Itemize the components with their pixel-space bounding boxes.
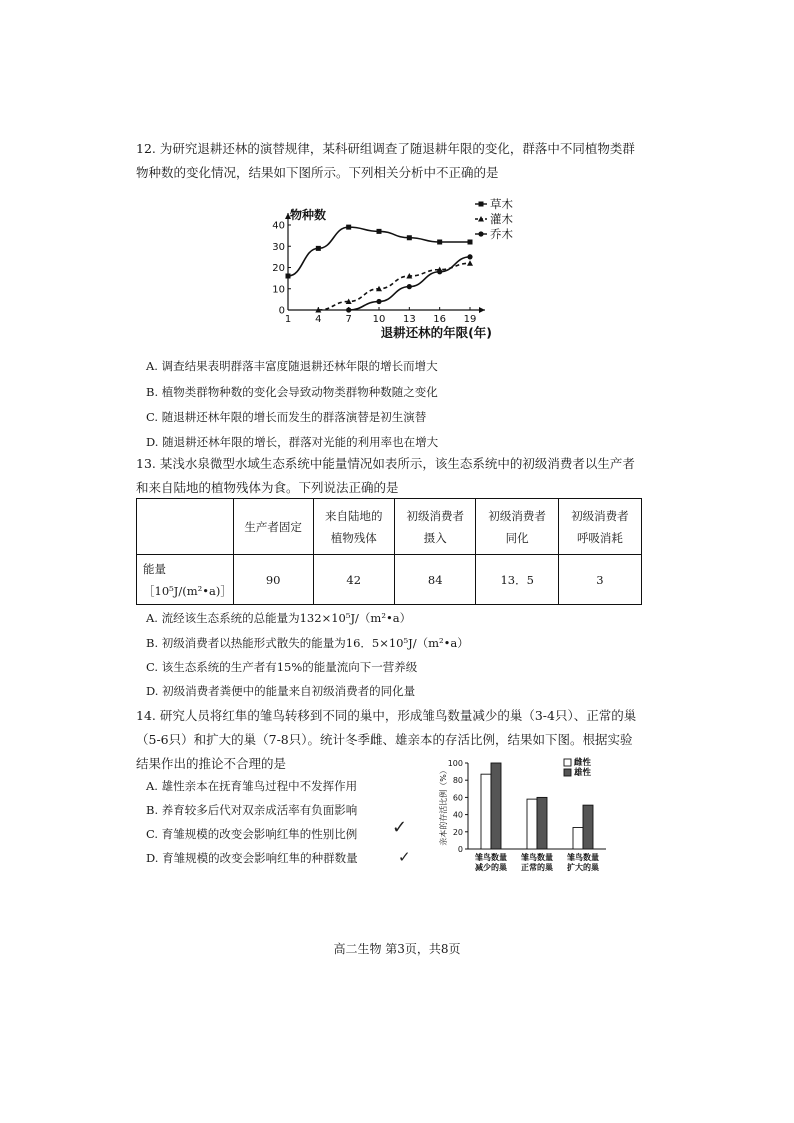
y-tick-label: 0 (278, 305, 285, 317)
q13-option-b: B. 初级消费者以热能形式散失的能量为16．5×10⁵J/（m²•a） (146, 636, 469, 650)
data-point (479, 202, 484, 207)
x-tick-label: 4 (315, 314, 322, 325)
survival-bar-chart (436, 755, 626, 880)
data-point (286, 274, 291, 279)
q13-option-d: D. 初级消费者粪便中的能量来自初级消费者的同化量 (146, 684, 416, 698)
handwritten-check-mark: ✓ (392, 817, 408, 838)
data-point (346, 307, 351, 312)
bar (491, 763, 501, 849)
table-cell: 84 (394, 555, 475, 605)
y-tick-label: 40 (452, 810, 463, 820)
bar (573, 828, 583, 850)
legend-label: 乔木 (490, 227, 513, 241)
table-header-row (137, 499, 642, 555)
q12-stem-line2: 物种数的变化情况，结果如下图所示。下列相关分析中不正确的是 (136, 165, 499, 180)
q12-option-b: B. 植物类群物种数的变化会导致动物类群物种数随之变化 (146, 385, 438, 399)
page-footer: 高二生物 第3页，共8页 (333, 942, 461, 956)
q14-stem-line3: 结果作出的推论不合理的是 (136, 756, 287, 771)
table-header-empty (137, 499, 234, 555)
x-axis-title: 退耕还林的年限(年) (380, 325, 492, 340)
table-cell: 13．5 (476, 555, 558, 605)
y-tick-label: 10 (272, 284, 285, 296)
q14-option-a: A. 雄性亲本在抚育雏鸟过程中不发挥作用 (146, 779, 358, 793)
q14-stem-line1: 14. 研究人员将红隼的雏鸟转移到不同的巢中，形成雏鸟数量减少的巢（3-4只）、正常的巢 (136, 708, 637, 723)
q13-option-c: C. 该生态系统的生产者有15%的能量流向下一营养级 (146, 660, 418, 674)
bar (537, 797, 547, 849)
table-header-cell: 初级消费者 呼吸消耗 (558, 499, 641, 555)
table-cell: 42 (313, 555, 394, 605)
q14-option-d: D. 育雏规模的改变会影响红隼的种群数量 (146, 851, 358, 865)
x-tick-label: 13 (402, 314, 416, 325)
series-line (288, 227, 470, 276)
table-header-cell: 生产者固定 (233, 499, 313, 555)
y-tick-label: 80 (452, 776, 463, 786)
legend-swatch (564, 769, 571, 776)
x-tick-label: 减少的巢 (475, 863, 507, 872)
q13-stem-line2: 和来自陆地的植物残体为食。下列说法正确的是 (136, 480, 399, 495)
bar (527, 799, 537, 849)
y-tick-label: 30 (272, 241, 285, 253)
q12-option-c: C. 随退耕还林年限的增长而发生的群落演替是初生演替 (146, 410, 427, 424)
table-header-cell: 初级消费者 摄入 (394, 499, 475, 555)
x-tick-label: 10 (372, 314, 386, 325)
table-header-cell: 初级消费者 同化 (476, 499, 558, 555)
data-point (377, 229, 382, 234)
data-point (478, 231, 483, 236)
x-tick-label: 雏鸟数量 (475, 853, 507, 862)
legend-label: 草木 (490, 197, 513, 211)
q12-option-d: D. 随退耕还林年限的增长，群落对光能的利用率也在增大 (146, 435, 439, 449)
y-tick-label: 20 (272, 263, 285, 274)
data-point (346, 225, 351, 230)
x-axis-arrow (479, 307, 485, 313)
bar (481, 774, 491, 849)
x-tick-label: 1 (284, 314, 292, 325)
table-cell: 90 (233, 555, 313, 605)
data-point (437, 269, 442, 274)
data-point (467, 254, 472, 259)
bar (583, 805, 593, 849)
x-tick-label: 雏鸟数量 (521, 853, 553, 862)
q14-option-c: C. 育雏规模的改变会影响红隼的性别比例 (146, 827, 358, 841)
y-tick-label: 0 (457, 845, 463, 854)
q14-option-b: B. 养育较多后代对双亲成活率有负面影响 (146, 803, 358, 817)
question-13-stem (136, 452, 646, 500)
x-tick-label: 正常的巢 (521, 863, 553, 872)
legend-label: 雄性 (574, 768, 592, 778)
data-point (478, 216, 484, 222)
energy-table (136, 498, 642, 605)
x-tick-label: 雏鸟数量 (567, 853, 599, 862)
q13-stem-line1: 13. 某浅水泉微型水域生态系统中能量情况如表所示，该生态系统中的初级消费者以生产者 (136, 456, 635, 471)
data-point (437, 240, 442, 245)
table-row (137, 555, 642, 605)
q12-stem-line1: 12. 为研究退耕还林的演替规律，某科研组调查了随退耕年限的变化，群落中不同植物类群 (136, 141, 635, 156)
legend-label: 雌性 (574, 758, 592, 768)
x-tick-label: 19 (463, 314, 477, 325)
data-point (316, 246, 321, 251)
q14-stem-line2: （5-6只）和扩大的巢（7-8只）。统计冬季雌、雄亲本的存活比例，结果如下图。根据实验 (136, 732, 633, 747)
table-header-cell: 来自陆地的 植物残体 (313, 499, 394, 555)
table-row-label: 能量［10⁵J/(m²•a)］ (137, 555, 234, 605)
data-point (468, 240, 473, 245)
question-12-stem (136, 137, 646, 185)
q13-option-a: A. 流经该生态系统的总能量为132×10⁵J/（m²•a） (146, 611, 412, 625)
data-point (467, 260, 473, 266)
data-point (376, 299, 381, 304)
series-line (349, 257, 470, 310)
q12-option-a: A. 调查结果表明群落丰富度随退耕还林年限的增长而增大 (146, 359, 438, 373)
y-tick-label: 100 (447, 759, 463, 768)
data-point (407, 284, 412, 289)
legend-label: 灌木 (490, 212, 513, 226)
x-tick-label: 扩大的巢 (567, 863, 599, 872)
legend-swatch (564, 759, 571, 766)
table-cell: 3 (558, 555, 641, 605)
handwritten-check-mark: ✓ (398, 848, 411, 866)
data-point (407, 235, 412, 240)
y-axis-title: 亲本的存活比例（%） (439, 766, 448, 846)
x-tick-label: 7 (345, 314, 352, 325)
species-line-chart (270, 195, 513, 345)
y-tick-label: 20 (452, 827, 463, 837)
y-axis-title: 物种数 (290, 208, 327, 222)
x-tick-label: 16 (433, 314, 447, 325)
y-tick-label: 60 (452, 793, 463, 803)
y-tick-label: 40 (272, 220, 285, 232)
